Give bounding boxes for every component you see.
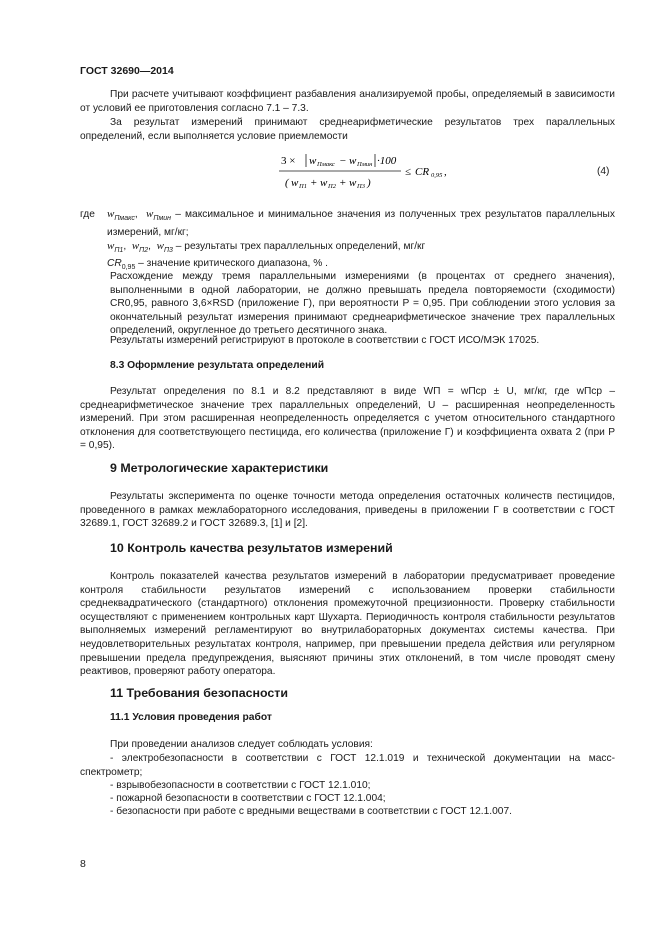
where-line-1-text: – максимальное и минимальное значения из полученных трех результатов параллельных измерений, мг/кг; [107,209,615,238]
safety-item-hazardous: - безопасности при работе с вредными веществами в соответствии с ГОСТ 12.1.007. [110,806,512,817]
section-8-3-body: Результат определения по 8.1 и 8.2 представляют в виде WП = wПср ± U, мг/кг, где wПср – среднеарифметическое значение трех параллельных определений, U – расширенная неопределенность измерений. При этом расширенная неопределенность определяется с учетом относительного стандартного отклонения для соответствующего пестицида, его количества (приложение Г) и коэффициента охвата 2 (при P = 0,95). [80,386,615,452]
section-8-3-title: 8.3 Оформление результата определений [110,360,325,371]
section-9-title: 9 Метрологические характеристики [110,461,329,475]
svg-text:0,95: 0,95 [431,172,443,179]
svg-text:): ) [367,177,371,189]
page-number: 8 [80,858,86,870]
safety-item-fire: - пожарной безопасности в соответствии с ГОСТ 12.1.004; [110,793,386,804]
safety-item-explosion: - взрывобезопасности в соответствии с ГОСТ 12.1.010; [110,780,371,791]
svg-text:w: w [320,177,328,189]
section-9-body: Результаты эксперимента по оценке точности метода определения остаточных количеств пестицидов, проведенного в рамках межлабораторного исследования, приведены в приложении Г в соответствии с ГОСТ 32689.1, ГОСТ 32689.2 и ГОСТ 32689.3, [1] и [2]. [80,491,615,530]
svg-text:+: + [310,177,318,189]
where-line-1: $w_{Пмакс}$, $w_{Пмин}$ – максимальное и минимальное значения из полученных трех результатов параллельных измерений, мг/кг; [107,208,615,238]
svg-text:П1: П1 [299,183,307,190]
formula-denominator: ( [285,177,289,189]
svg-text:w: w [309,155,317,167]
svg-text:Пмин: Пмин [357,161,373,168]
svg-text:+: + [339,177,347,189]
svg-text:w: w [349,155,357,167]
where-line-3-text: – значение критического диапазона, % . [135,258,328,269]
where-line-3: $CR_{0,95}$ – значение критического диапазона, % . [107,258,328,272]
paragraph-dilution: При расчете учитывают коэффициент разбавления анализируемой пробы, определяемый в зависимости от условий ее приготовления согласно 7.1 – 7.3. [80,89,615,114]
svg-text:CR: CR [415,166,430,178]
svg-text:w: w [291,177,299,189]
paragraph-repeatability: Расхождение между тремя параллельными измерениями (в процентах от среднего значения), выполненными в одной лаборатории, не должно превышать предела повторяемости (сходимости) CR0,95, равного 3,6×RSD (приложение Г), при вероятности P = 0,95. При соблюдении этого условия за окончательный результат измерения принимают среднеарифметическое значение трех параллельных определений, округленное до третьего десятичного знака. [110,271,615,337]
svg-text:≤: ≤ [405,166,412,178]
svg-text:−: − [339,155,347,167]
formula-number: (4) [597,166,610,177]
paragraph-registration: Результаты измерений регистрируют в протоколе в соответствии с ГОСТ ИСО/МЭК 17025. [110,335,540,346]
formula-numerator: 3 × [281,155,296,167]
document-header: ГОСТ 32690—2014 [80,65,174,77]
paragraph-result-criterion: За результат измерений принимают среднеарифметические результатов трех параллельных определений, если выполняется условие приемлемости [80,117,615,142]
svg-text:·100: ·100 [377,155,397,167]
section-11-1-title: 11.1 Условия проведения работ [110,712,272,723]
where-word: где [80,209,95,220]
svg-text:П3: П3 [357,183,365,190]
where-line-2-text: – результаты трех параллельных определений, мг/кг [175,241,426,252]
svg-text:,: , [444,166,447,178]
section-11-1-intro: При проведении анализов следует соблюдать условия: [110,739,373,750]
svg-text:П2: П2 [328,183,336,190]
section-11-title: 11 Требования безопасности [110,686,288,700]
safety-item-electrical: - электробезопасности в соответствии с ГОСТ 12.1.019 и технической документации на масс-спектрометр; [80,753,615,778]
formula-4 [279,150,449,194]
section-10-body: Контроль показателей качества результатов измерений в лаборатории предусматривает проведение контроля стабильности результатов измерений с использованием проверки стабильности среднеквадратического (стандартного) отклонения промежуточной прецизионности. Проверку стабильности осуществляют с применением контрольных карт Шухарта. Периодичность контроля стабильности результатов выполняемых измерений регламентируют во внутрилабораторных документах системы качества. При неудовлетворительных результатах контроля, например, при превышении предела действия или регулярном превышении предела предупреждения, выясняют причины этих отклонений, в том числе проводят смену реактивов, проверяют работу оператора. [80,571,615,678]
svg-text:Пмакс: Пмакс [317,161,335,168]
svg-text:w: w [349,177,357,189]
section-10-title: 10 Контроль качества результатов измерений [110,541,393,555]
where-line-2: $w_{П1}$, $w_{П2}$, $w_{П3}$ – результаты трех параллельных определений, мг/кг [107,240,426,255]
